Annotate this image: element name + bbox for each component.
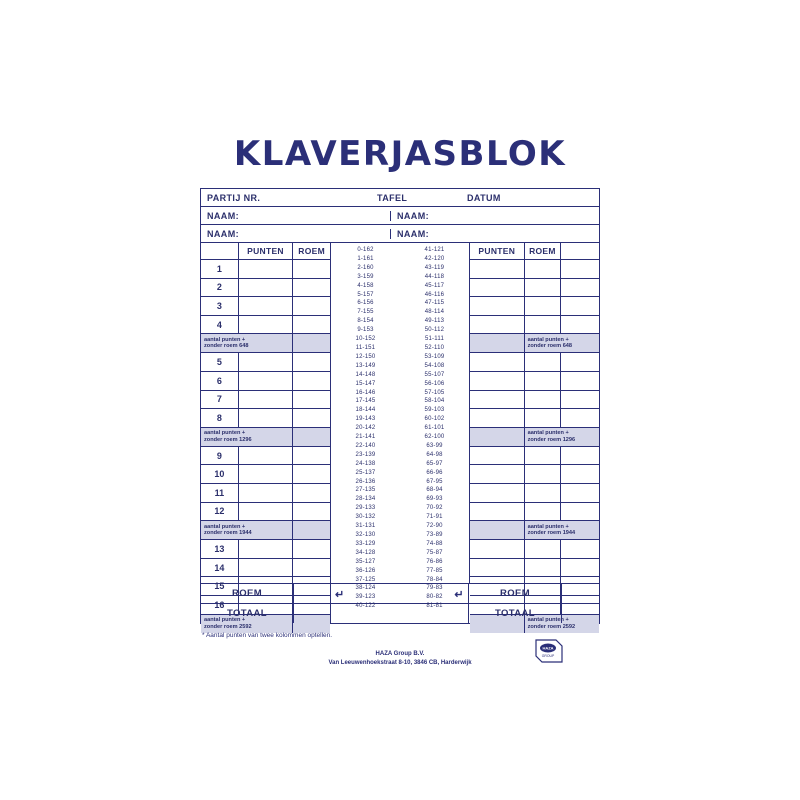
punten-cell[interactable] [470, 409, 525, 427]
score-pair: 32-130 [355, 532, 376, 538]
round-number: 14 [201, 559, 239, 577]
right-subtotal-row [470, 521, 599, 540]
punten-cell[interactable] [239, 465, 294, 483]
roem-cell[interactable] [293, 391, 330, 409]
subtotal-value[interactable] [470, 521, 525, 539]
left-header-number [201, 243, 239, 259]
footer-label-roem-left: ROEM [201, 584, 294, 603]
right-row-spacer [561, 297, 599, 315]
punten-cell[interactable] [239, 559, 294, 577]
score-pair: 43-119 [424, 264, 445, 271]
roem-cell[interactable] [525, 447, 562, 465]
score-pair: 13-149 [355, 362, 376, 369]
right-row-spacer [561, 316, 599, 334]
round-number: 13 [201, 540, 239, 558]
round-number: 3 [201, 297, 239, 315]
score-column-1 [356, 246, 376, 611]
score-pair: 8-154 [357, 318, 374, 325]
subtotal-label: aantal punten + zonder roem 2592 [527, 617, 576, 630]
score-pair: 81-81 [426, 603, 443, 610]
roem-cell[interactable] [293, 559, 330, 577]
right-row-spacer [561, 372, 599, 390]
punten-cell[interactable] [470, 559, 525, 577]
score-pair: 1-161 [357, 255, 374, 262]
roem-cell[interactable] [293, 465, 330, 483]
score-pair: 24-138 [355, 460, 376, 467]
score-pair: 4-158 [357, 282, 374, 289]
score-pair: 14-148 [355, 371, 376, 378]
punten-cell[interactable] [470, 465, 525, 483]
score-pair: 29-133 [355, 505, 376, 512]
right-round-row [470, 316, 599, 335]
roem-cell[interactable] [525, 540, 562, 558]
score-pair: 5-157 [357, 291, 374, 298]
score-pair: 53-109 [424, 353, 445, 360]
score-pair: 70-92 [426, 505, 443, 512]
score-pair: 33-129 [355, 540, 376, 547]
company-info [0, 650, 800, 668]
footer-row-roem [201, 584, 599, 604]
arrow-right-icon: ↵ [454, 589, 464, 601]
score-pair: 79-83 [426, 585, 443, 592]
round-number: 5 [201, 353, 239, 371]
right-row-spacer [561, 484, 599, 502]
score-pair: 42-120 [424, 255, 445, 262]
score-pair: 44-118 [424, 273, 445, 280]
right-round-row [470, 503, 599, 522]
footer-label-roem-right: ROEM [469, 584, 562, 603]
name-field-right-2[interactable]: NAAM: [397, 228, 429, 239]
score-pair: 19-143 [355, 416, 376, 423]
roem-cell[interactable] [293, 316, 330, 334]
score-pair: 57-105 [424, 389, 445, 396]
score-pair: 69-93 [426, 496, 443, 503]
field-tafel[interactable]: TAFEL [377, 192, 408, 203]
punten-cell[interactable] [470, 540, 525, 558]
punten-cell[interactable] [239, 484, 294, 502]
right-round-row [470, 391, 599, 410]
score-form [200, 188, 600, 630]
right-rows [470, 260, 599, 633]
score-pair: 74-88 [426, 540, 443, 547]
score-pair: 21-141 [355, 434, 376, 441]
roem-cell[interactable] [293, 297, 330, 315]
name-field-left-1[interactable]: NAAM: [201, 211, 391, 221]
punten-cell[interactable] [239, 260, 294, 278]
score-pair: 22-140 [355, 442, 376, 449]
page-title: KLAVERJASBLOK [233, 134, 567, 174]
punten-cell[interactable] [470, 503, 525, 521]
roem-cell[interactable] [293, 503, 330, 521]
svg-text:GROUP: GROUP [541, 654, 555, 658]
score-pair: 27-135 [355, 487, 376, 494]
round-number: 4 [201, 316, 239, 334]
score-pair: 76-86 [426, 558, 443, 565]
score-pair: 52-110 [424, 344, 445, 351]
score-pair: 78-84 [426, 576, 443, 583]
roem-cell[interactable] [525, 297, 562, 315]
score-pair: 25-137 [355, 469, 376, 476]
score-pair: 61-101 [424, 425, 445, 432]
right-row-spacer [561, 559, 599, 577]
punten-cell[interactable] [239, 409, 294, 427]
score-pair: 20-142 [355, 425, 376, 432]
roem-cell[interactable] [525, 503, 562, 521]
subtotal-label: aantal punten + zonder roem 1944 [527, 523, 576, 537]
score-pair: 72-90 [426, 523, 443, 530]
score-pair: 35-127 [355, 558, 376, 565]
score-pair: 26-136 [355, 478, 376, 485]
punten-cell[interactable] [239, 372, 294, 390]
right-row-spacer [561, 409, 599, 427]
score-pair: 23-139 [355, 451, 376, 458]
company-name: HAZA Group B.V. [375, 651, 425, 657]
right-row-spacer [561, 260, 599, 278]
footer-mid-totaal [331, 604, 469, 623]
score-pair: 36-126 [355, 567, 376, 574]
roem-cell[interactable] [525, 260, 562, 278]
left-round-row [201, 353, 330, 372]
score-pair: 39-123 [355, 594, 376, 601]
score-pair: 18-144 [355, 407, 376, 414]
name-row-1 [201, 207, 599, 225]
roem-cell[interactable] [525, 465, 562, 483]
footer-mid-roem [331, 584, 469, 603]
roem-cell[interactable] [293, 279, 330, 297]
score-pair: 41-121 [424, 247, 445, 253]
right-row-spacer [561, 391, 599, 409]
punten-cell[interactable] [470, 372, 525, 390]
round-number: 10 [201, 465, 239, 483]
score-pair: 17-145 [355, 398, 376, 405]
score-pair: 10-152 [355, 336, 376, 343]
name-row-2 [201, 225, 599, 243]
subtotal-value[interactable] [293, 521, 330, 539]
left-header-punten: PUNTEN [239, 243, 294, 259]
left-rows [201, 260, 330, 633]
footer-label-totaal-left: TOTAAL [201, 604, 294, 623]
roem-cell[interactable] [525, 484, 562, 502]
punten-cell[interactable] [470, 447, 525, 465]
footer-value-roem-left[interactable] [294, 584, 331, 603]
footnote: * Aantal punten van twee kolommen optellen. [202, 632, 333, 639]
score-pair: 65-97 [426, 460, 443, 467]
score-pair: 40-122 [355, 603, 376, 610]
score-pair: 68-94 [426, 487, 443, 494]
subtotal-value[interactable] [470, 428, 525, 446]
right-row-spacer [561, 540, 599, 558]
right-round-row [470, 559, 599, 578]
roem-cell[interactable] [293, 353, 330, 371]
left-round-row [201, 447, 330, 466]
score-pair: 71-91 [426, 514, 443, 521]
score-column-2 [425, 246, 445, 611]
score-pair: 7-155 [357, 309, 374, 316]
score-pair: 80-82 [426, 594, 443, 601]
score-pair: 64-98 [426, 451, 443, 458]
score-pair: 47-115 [424, 300, 445, 307]
punten-cell[interactable] [470, 484, 525, 502]
score-pair: 38-124 [355, 585, 376, 592]
roem-cell[interactable] [525, 279, 562, 297]
score-pair: 11-151 [355, 344, 376, 351]
score-pair: 16-146 [355, 389, 376, 396]
right-subtotal-row [470, 334, 599, 353]
score-pair: 55-107 [424, 371, 445, 378]
subtotal-label: aantal punten + zonder roem 648 [201, 334, 293, 352]
punten-cell[interactable] [239, 540, 294, 558]
score-pair: 62-100 [424, 434, 445, 441]
round-number: 6 [201, 372, 239, 390]
score-pair: 77-85 [426, 567, 443, 574]
subtotal-label: aantal punten + zonder roem 1296 [201, 428, 293, 446]
punten-cell[interactable] [470, 279, 525, 297]
right-header-roem: ROEM [525, 243, 562, 259]
round-number: 2 [201, 279, 239, 297]
left-subtotal-row [201, 334, 330, 353]
score-pair: 15-147 [355, 380, 376, 387]
left-header-roem: ROEM [298, 246, 325, 256]
left-subtotal-row [201, 521, 330, 540]
score-pair: 28-134 [355, 496, 376, 503]
round-number: 8 [201, 409, 239, 427]
score-pair: 37-125 [355, 576, 376, 583]
score-pair: 75-87 [426, 549, 443, 556]
svg-text:HAZA: HAZA [542, 645, 554, 651]
right-header-spacer [561, 243, 599, 259]
right-row-spacer [561, 447, 599, 465]
roem-cell[interactable] [293, 260, 330, 278]
subtotal-value[interactable] [470, 334, 525, 352]
score-pair: 0-162 [357, 247, 374, 253]
punten-cell[interactable] [470, 391, 525, 409]
left-round-row [201, 279, 330, 298]
score-pair: 9-153 [357, 327, 374, 334]
subtotal-value[interactable] [293, 428, 330, 446]
field-partij-nr[interactable]: PARTIJ NR. [207, 192, 261, 203]
score-pair: 56-106 [424, 380, 445, 387]
left-round-row [201, 409, 330, 428]
left-round-row [201, 540, 330, 559]
footer-row-totaal [201, 604, 599, 623]
footer-value-totaal-left[interactable] [294, 604, 331, 623]
left-column-headers [201, 243, 330, 260]
right-round-row [470, 484, 599, 503]
score-pair: 59-103 [424, 407, 445, 414]
right-subtotal-row [470, 428, 599, 447]
right-round-row [470, 465, 599, 484]
right-row-spacer [561, 503, 599, 521]
round-number: 16 [201, 596, 239, 614]
haza-logo-icon [534, 638, 564, 664]
roem-cell[interactable] [293, 409, 330, 427]
roem-cell[interactable] [525, 372, 562, 390]
round-number: 11 [201, 484, 239, 502]
punten-cell[interactable] [470, 260, 525, 278]
score-pair: 31-131 [355, 523, 376, 530]
right-round-row [470, 409, 599, 428]
subtotal-label: aantal punten + zonder roem 1944 [201, 521, 293, 539]
roem-cell[interactable] [293, 372, 330, 390]
left-round-row [201, 484, 330, 503]
arrow-left-icon: ↵ [335, 589, 345, 601]
right-round-row [470, 279, 599, 298]
subtotal-label: aantal punten + zonder roem 1296 [527, 430, 576, 443]
score-pair: 12-150 [355, 353, 376, 360]
right-row-spacer [561, 279, 599, 297]
subtotal-label: aantal punten + zonder roem 2592 [201, 615, 293, 633]
right-column-headers [470, 243, 599, 260]
footer-value-roem-right[interactable] [562, 584, 599, 603]
left-round-row [201, 559, 330, 578]
left-round-row [201, 316, 330, 335]
score-pair: 3-159 [357, 273, 374, 280]
punten-cell[interactable] [239, 353, 294, 371]
roem-cell[interactable] [525, 316, 562, 334]
score-pair: 60-102 [424, 416, 445, 423]
left-round-row [201, 503, 330, 522]
score-pair: 63-99 [426, 442, 443, 449]
company-address: Van Leeuwenhoekstraat 8-10, 3846 CB, Harderwijk [328, 660, 472, 666]
subtotal-value[interactable] [293, 334, 330, 352]
punten-cell[interactable] [470, 353, 525, 371]
left-round-row [201, 372, 330, 391]
roem-cell[interactable] [293, 447, 330, 465]
left-subtotal-row [201, 428, 330, 447]
right-row-spacer [561, 353, 599, 371]
roem-cell[interactable] [525, 409, 562, 427]
left-round-row [201, 297, 330, 316]
round-number: 7 [201, 391, 239, 409]
name-field-left-2[interactable]: NAAM: [201, 229, 391, 239]
right-round-row [470, 540, 599, 559]
footer-label-totaal-right: TOTAAL [469, 604, 562, 623]
roem-cell[interactable] [293, 484, 330, 502]
roem-cell[interactable] [525, 559, 562, 577]
score-pair: 58-104 [424, 398, 445, 405]
score-pair: 54-108 [424, 362, 445, 369]
roem-cell[interactable] [525, 353, 562, 371]
header-fields-row [201, 189, 599, 207]
left-round-row [201, 391, 330, 410]
score-pair: 67-95 [426, 478, 443, 485]
left-round-row [201, 260, 330, 279]
punten-cell[interactable] [239, 447, 294, 465]
score-pair: 46-116 [424, 291, 445, 298]
round-number: 12 [201, 503, 239, 521]
left-round-row [201, 465, 330, 484]
punten-cell[interactable] [239, 316, 294, 334]
right-header-punten: PUNTEN [470, 243, 525, 259]
score-pair: 45-117 [424, 282, 445, 289]
punten-cell[interactable] [470, 297, 525, 315]
score-pair: 50-112 [424, 327, 445, 334]
score-pair: 6-156 [357, 300, 374, 307]
score-pair: 34-128 [355, 549, 376, 556]
score-pair: 49-113 [424, 318, 445, 325]
round-number: 1 [201, 260, 239, 278]
right-row-spacer [561, 465, 599, 483]
punten-cell[interactable] [239, 297, 294, 315]
field-datum[interactable]: DATUM [467, 192, 501, 203]
score-pair: 51-111 [424, 336, 444, 343]
roem-cell[interactable] [525, 391, 562, 409]
round-number: 9 [201, 447, 239, 465]
score-pair: 2-160 [357, 264, 374, 271]
name-field-right-1[interactable]: NAAM: [397, 210, 429, 221]
punten-cell[interactable] [239, 391, 294, 409]
score-pair: 66-96 [426, 469, 443, 476]
score-pair: 48-114 [424, 309, 445, 316]
score-pairs [331, 245, 469, 611]
roem-cell[interactable] [293, 540, 330, 558]
right-round-row [470, 447, 599, 466]
punten-cell[interactable] [470, 316, 525, 334]
right-round-row [470, 297, 599, 316]
right-round-row [470, 260, 599, 279]
right-round-row [470, 372, 599, 391]
score-pair: 30-132 [355, 514, 376, 521]
score-reference-columns [331, 243, 469, 610]
round-number: 15 [201, 577, 239, 595]
right-round-row [470, 353, 599, 372]
score-pair: 73-89 [426, 532, 443, 538]
punten-cell[interactable] [239, 503, 294, 521]
subtotal-label: aantal punten + zonder roem 648 [527, 336, 573, 350]
punten-cell[interactable] [239, 279, 294, 297]
footer-value-totaal-right[interactable] [562, 604, 599, 623]
